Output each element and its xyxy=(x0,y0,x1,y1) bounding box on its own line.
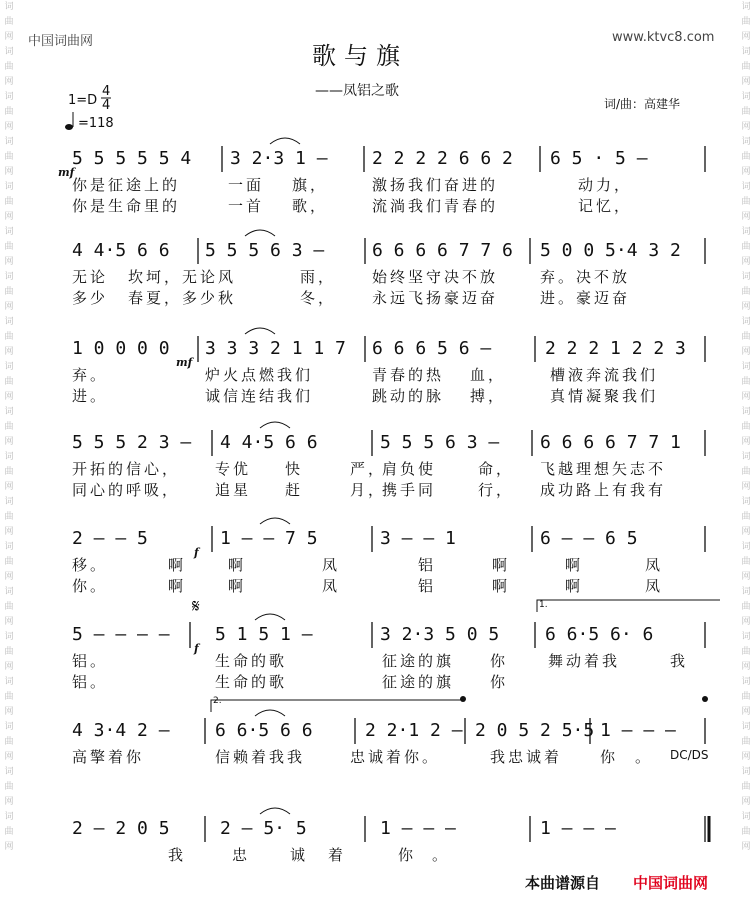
volta-label: 2. xyxy=(213,696,222,706)
lyric-syllable: 征途的旗 xyxy=(382,673,455,691)
lyric-syllable: 命， xyxy=(478,460,515,478)
lyric-syllable: 征途的旗 xyxy=(382,652,455,670)
measure-notes: 5 0 0 5·4 3 2 xyxy=(540,240,681,261)
lyric-syllable: 。 xyxy=(432,846,451,864)
tempo-marking: =118 xyxy=(78,116,114,131)
measure-notes: 2 – – 5 xyxy=(72,528,148,549)
dc-ds-mark: DC/DS xyxy=(670,748,709,762)
lyric-syllable: 跳动的脉 xyxy=(372,387,445,405)
measure-notes: 3 – – 1 xyxy=(380,528,456,549)
lyric-syllable: 着 xyxy=(328,846,347,864)
measure-notes: 4 4·5 6 6 xyxy=(72,240,170,261)
lyric-syllable: 多少 xyxy=(72,289,109,307)
lyric-syllable: 凤 xyxy=(645,577,664,595)
measure-notes: 6 6 6 6 7 7 1 xyxy=(540,432,681,453)
song-subtitle: ——凤铝之歌 xyxy=(315,83,399,99)
lyric-syllable: 生命的歌 xyxy=(215,652,288,670)
lyric-syllable: 赶 xyxy=(285,481,304,499)
lyric-syllable: 啊 xyxy=(168,556,187,574)
lyric-syllable: 弃。 xyxy=(72,366,109,384)
dynamic-marking: mf xyxy=(58,166,75,179)
song-title: 歌与旗 xyxy=(312,42,408,70)
lyric-syllable: 快 xyxy=(285,460,304,478)
measure-notes: 1 – – – xyxy=(380,818,456,839)
measure-notes: 5 5 5 2 3 – xyxy=(72,432,192,453)
lyric-syllable: 你。 xyxy=(72,577,109,595)
svg-text:𝄋: 𝄋 xyxy=(192,596,200,617)
lyric-syllable: 移。 xyxy=(72,556,109,574)
lyric-syllable: 雨， xyxy=(300,268,337,286)
footer-source-site[interactable]: 中国词曲网 xyxy=(633,874,709,892)
measure-notes: 6 6 6 5 6 – xyxy=(372,338,492,359)
side-watermark-right: 词曲网词曲网词曲网词曲网词曲网词曲网词曲网词曲网词曲网词曲网词曲网词曲网词曲网词曲网词曲网词曲网词曲网词曲网词曲网 xyxy=(741,2,751,852)
lyric-syllable: 始终坚守决不放 xyxy=(372,268,499,286)
measure-notes: 1 – – – xyxy=(540,818,616,839)
lyric-syllable: 你是生命里的 xyxy=(72,197,181,215)
measure-notes: 5 – – – – xyxy=(72,624,170,645)
lyric-syllable: 流淌我们青春的 xyxy=(372,197,499,215)
lyric-syllable: 一首 xyxy=(228,197,265,215)
key-signature: 1=D xyxy=(68,93,98,108)
lyric-syllable: 铝。 xyxy=(72,652,109,670)
lyric-syllable: 行， xyxy=(478,481,515,499)
lyric-syllable: 啊 xyxy=(228,556,247,574)
lyric-syllable: 忠诚着你。 xyxy=(350,748,441,766)
lyric-syllable: 你 xyxy=(398,846,417,864)
lyric-syllable: 凤 xyxy=(322,556,341,574)
lyric-syllable: 啊 xyxy=(492,577,511,595)
measure-notes: 3 3 3 2 1 1 7 xyxy=(205,338,346,359)
lyric-syllable: 春夏，多少秋 xyxy=(128,289,237,307)
lyric-syllable: 开拓的信心， xyxy=(72,460,181,478)
lyric-syllable: 旗， xyxy=(292,176,329,194)
lyric-syllable: 飞越理想矢志不 xyxy=(540,460,667,478)
slur xyxy=(260,422,290,428)
lyric-syllable: 槽液奔流我们 xyxy=(550,366,659,384)
measure-notes: 2 – 2 0 5 xyxy=(72,818,170,839)
lyric-syllable: 啊 xyxy=(168,577,187,595)
side-watermark-left: 词曲网词曲网词曲网词曲网词曲网词曲网词曲网词曲网词曲网词曲网词曲网词曲网词曲网词曲网词曲网词曲网词曲网词曲网词曲网 xyxy=(4,2,14,852)
lyric-syllable: 诚信连结我们 xyxy=(205,387,314,405)
lyric-syllable: 啊 xyxy=(228,577,247,595)
volta-label: 1. xyxy=(539,600,548,610)
lyric-syllable: 你 xyxy=(490,652,509,670)
lyric-syllable: 生命的歌 xyxy=(215,673,288,691)
lyric-syllable: 炉火点燃我们 xyxy=(205,366,314,384)
measure-notes: 2 2·1 2 – xyxy=(365,720,463,741)
lyric-syllable: 月， xyxy=(350,481,387,499)
lyric-syllable: 进。豪迈奋 xyxy=(540,289,631,307)
measure-notes: 6 – – 6 5 xyxy=(540,528,638,549)
lyric-syllable: 铝 xyxy=(418,577,437,595)
lyric-syllable: 啊 xyxy=(492,556,511,574)
slur xyxy=(245,328,275,334)
time-signature-bottom: 4 xyxy=(102,98,111,113)
lyric-syllable: 高擎着你 xyxy=(72,748,145,766)
measure-notes: 1 – – – xyxy=(600,720,676,741)
dynamic-marking: f xyxy=(194,642,199,655)
lyric-syllable: 真情凝聚我们 xyxy=(550,387,659,405)
volta-2-bracket xyxy=(211,700,465,712)
lyric-syllable: 我忠诚着 xyxy=(490,748,563,766)
lyric-syllable: 搏， xyxy=(470,387,507,405)
measure-notes: 5 5 5 6 3 – xyxy=(205,240,325,261)
time-signature-top: 4 xyxy=(102,84,111,99)
measure-notes: 3 2·3 5 0 5 xyxy=(380,624,500,645)
measure-notes: 1 – – 7 5 xyxy=(220,528,318,549)
dynamic-marking: mf xyxy=(176,356,193,369)
slur xyxy=(270,138,300,144)
measure-notes: 3 2·3 1 – xyxy=(230,148,328,169)
lyric-syllable: 舞动着我 xyxy=(548,652,621,670)
lyric-syllable: 铝 xyxy=(418,556,437,574)
lyric-syllable: 你 xyxy=(490,673,509,691)
lyric-syllable: 进。 xyxy=(72,387,109,405)
dynamic-marking: f xyxy=(194,546,199,559)
measure-notes: 5 5 5 6 3 – xyxy=(380,432,500,453)
slur xyxy=(255,710,285,716)
volta-1-bracket xyxy=(537,600,720,612)
measure-notes: 2 2 2 1 2 2 3 xyxy=(545,338,686,359)
lyric-syllable: 严， xyxy=(350,460,387,478)
lyric-syllable: 激扬我们奋进的 xyxy=(372,176,499,194)
lyric-syllable: 歌， xyxy=(292,197,329,215)
segno-icon xyxy=(192,596,200,617)
lyric-syllable: 啊 xyxy=(565,556,584,574)
lyric-syllable: 永远飞扬豪迈奋 xyxy=(372,289,499,307)
lyric-syllable: 坎坷，无论风 xyxy=(128,268,237,286)
lyric-syllable: 。 xyxy=(635,748,654,766)
lyric-syllable: 同心的呼吸， xyxy=(72,481,181,499)
measure-notes: 4 3·4 2 – xyxy=(72,720,170,741)
slur xyxy=(260,518,290,524)
lyric-syllable: 凤 xyxy=(645,556,664,574)
quarter-note-icon xyxy=(65,112,73,130)
measure-notes: 5 1 5 1 – xyxy=(215,624,313,645)
author-credit: 词/曲：高建华 xyxy=(604,97,681,111)
lyric-syllable: 忠 xyxy=(232,846,251,864)
lyric-syllable: 你是征途上的 xyxy=(72,176,181,194)
lyric-syllable: 追星 xyxy=(215,481,252,499)
lyric-syllable: 一面 xyxy=(228,176,265,194)
measure-notes: 2 2 2 2 6 6 2 xyxy=(372,148,513,169)
lyric-syllable: 凤 xyxy=(322,577,341,595)
lyric-syllable: 无论 xyxy=(72,268,109,286)
lyric-syllable: 啊 xyxy=(565,577,584,595)
lyric-syllable: 我 xyxy=(168,846,187,864)
lyric-syllable: 信赖着我我 xyxy=(215,748,306,766)
measure-notes: 5 5 5 5 5 4 xyxy=(72,148,192,169)
lyric-syllable: 记忆， xyxy=(578,197,633,215)
footer-source-label: 本曲谱源自 xyxy=(525,874,601,892)
lyric-syllable: 冬， xyxy=(300,289,337,307)
measure-notes: 1 0 0 0 0 xyxy=(72,338,170,359)
lyric-syllable: 血， xyxy=(470,366,507,384)
measure-notes: 4 4·5 6 6 xyxy=(220,432,318,453)
lyric-syllable: 铝。 xyxy=(72,673,109,691)
measure-notes: 2 0 5 2 5·5 xyxy=(475,720,595,741)
measure-notes: 6 6·5 6 6 xyxy=(215,720,313,741)
lyric-syllable: 弃。决不放 xyxy=(540,268,631,286)
measure-notes: 6 6·5 6· 6 xyxy=(545,624,654,645)
measure-notes: 6 5 · 5 – xyxy=(550,148,648,169)
site-name-left: 中国词曲网 xyxy=(28,34,94,49)
site-url-right: www.ktvc8.com xyxy=(612,30,715,45)
lyric-syllable: 动力， xyxy=(578,176,633,194)
slur xyxy=(255,614,285,620)
lyric-syllable: 携手同 xyxy=(382,481,437,499)
slur xyxy=(260,808,290,814)
lyric-syllable: 肩负使 xyxy=(382,460,437,478)
lyric-syllable: 我 xyxy=(670,652,689,670)
fermata-markers xyxy=(460,696,708,702)
lyric-syllable: 成功路上有我有 xyxy=(540,481,667,499)
slur xyxy=(245,230,275,236)
lyric-syllable: 专优 xyxy=(215,460,252,478)
measure-notes: 6 6 6 6 7 7 6 xyxy=(372,240,513,261)
lyric-syllable: 诚 xyxy=(290,846,309,864)
lyric-syllable: 青春的热 xyxy=(372,366,445,384)
measure-notes: 2 – 5· 5 xyxy=(220,818,307,839)
lyric-syllable: 你 xyxy=(600,748,619,766)
